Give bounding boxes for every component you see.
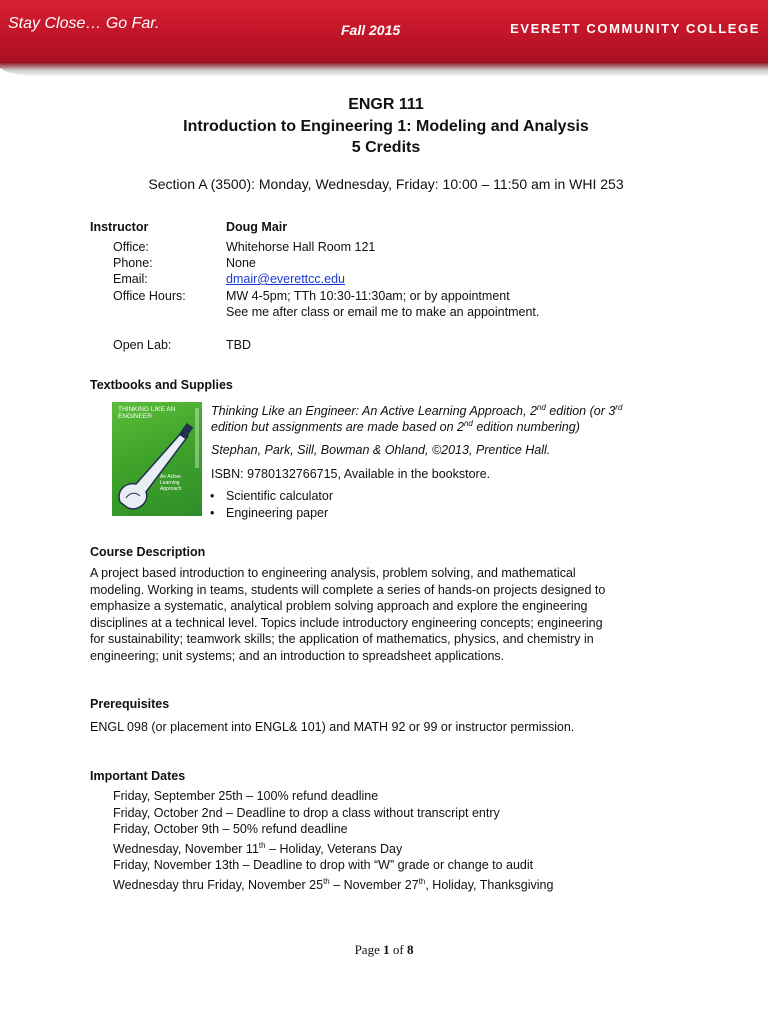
supply-item: • Scientific calculator: [226, 489, 333, 503]
college-name: EVERETT COMMUNITY COLLEGE: [510, 21, 760, 36]
page-number: Page 1 of 8: [354, 942, 414, 957]
date-item: Friday, October 9th – 50% refund deadline: [113, 822, 348, 836]
course-title: Introduction to Engineering 1: Modeling and Analysis: [183, 118, 589, 135]
instructor-name: Doug Mair: [226, 220, 288, 234]
header-banner-swoosh: [0, 62, 768, 76]
dates-heading: Important Dates: [90, 769, 186, 783]
guitar-icon: [112, 402, 202, 516]
office-hours-label: Office Hours:: [113, 289, 186, 303]
college-slogan: Stay Close… Go Far.: [8, 15, 160, 32]
supply-item: • Engineering paper: [226, 506, 328, 520]
email-label: Email:: [113, 272, 148, 286]
open-lab-label: Open Lab:: [113, 338, 172, 352]
office-label: Office:: [113, 240, 149, 254]
prerequisites-heading: Prerequisites: [90, 697, 170, 711]
course-credits: 5 Credits: [351, 139, 421, 156]
date-item: Friday, November 13th – Deadline to drop with “W” grade or change to audit: [113, 858, 534, 873]
cover-stripe: [195, 408, 199, 468]
prerequisites-text: ENGL 098 (or placement into ENGL& 101) and MATH 92 or 99 or instructor permission.: [90, 720, 575, 734]
book-authors: Stephan, Park, Sill, Bowman & Ohland, ©2013, Prentice Hall.: [211, 443, 551, 457]
phone-label: Phone:: [113, 256, 153, 270]
phone-value: None: [226, 256, 256, 270]
course-code: ENGR 111: [348, 96, 424, 113]
date-item: Wednesday thru Friday, November 25th – November 27th, Holiday, Thanksgiving: [113, 876, 554, 892]
book-title-line1: Thinking Like an Engineer: An Active Learning Approach, 2nd edition (or 3rd: [211, 403, 623, 419]
term-label: Fall 2015: [341, 22, 401, 38]
office-value: Whitehorse Hall Room 121: [226, 240, 376, 254]
office-hours-value: MW 4-5pm; TTh 10:30-11:30am; or by appointment: [226, 289, 510, 303]
book-title-line2: edition but assignments are made based on 2nd edition numbering): [211, 419, 580, 435]
dates-list: [113, 788, 553, 893]
textbook-cover-image: [112, 402, 202, 516]
instructor-heading: Instructor: [90, 220, 149, 234]
open-lab-value: TBD: [226, 338, 251, 352]
book-isbn: ISBN: 9780132766715, Available in the bookstore.: [211, 467, 491, 481]
description-body: A project based introduction to engineering analysis, problem solving, and mathematical modeling. Working in teams, students will complete a series of hands-on projects designed to emphasize a systematic, analytical problem solving approach and explore the engineering disciplines at a technical level. Topics include introductory engineering concepts; engineering for sustainability; teamwork skills; the application of mathematics, physics, and chemistry in engineering; unit systems; and an introduction to spreadsheet applications.: [90, 566, 606, 663]
date-item: Wednesday, November 11th – Holiday, Veterans Day: [113, 840, 403, 856]
section-info: Section A (3500): Monday, Wednesday, Friday: 10:00 – 11:50 am in WHI 253: [148, 176, 624, 192]
textbooks-heading: Textbooks and Supplies: [90, 378, 233, 392]
email-link[interactable]: dmair@everettcc.edu: [226, 272, 345, 286]
cover-title: THINKING LIKE AN ENGINEER: [118, 406, 176, 420]
date-item: Friday, October 2nd – Deadline to drop a class without transcript entry: [113, 805, 500, 820]
cover-subtitle: An Active Learning Approach: [160, 474, 182, 492]
description-heading: Course Description: [90, 545, 206, 559]
date-item: Friday, September 25th – 100% refund deadline: [113, 789, 379, 803]
office-hours-note: See me after class or email me to make an appointment.: [226, 305, 540, 319]
